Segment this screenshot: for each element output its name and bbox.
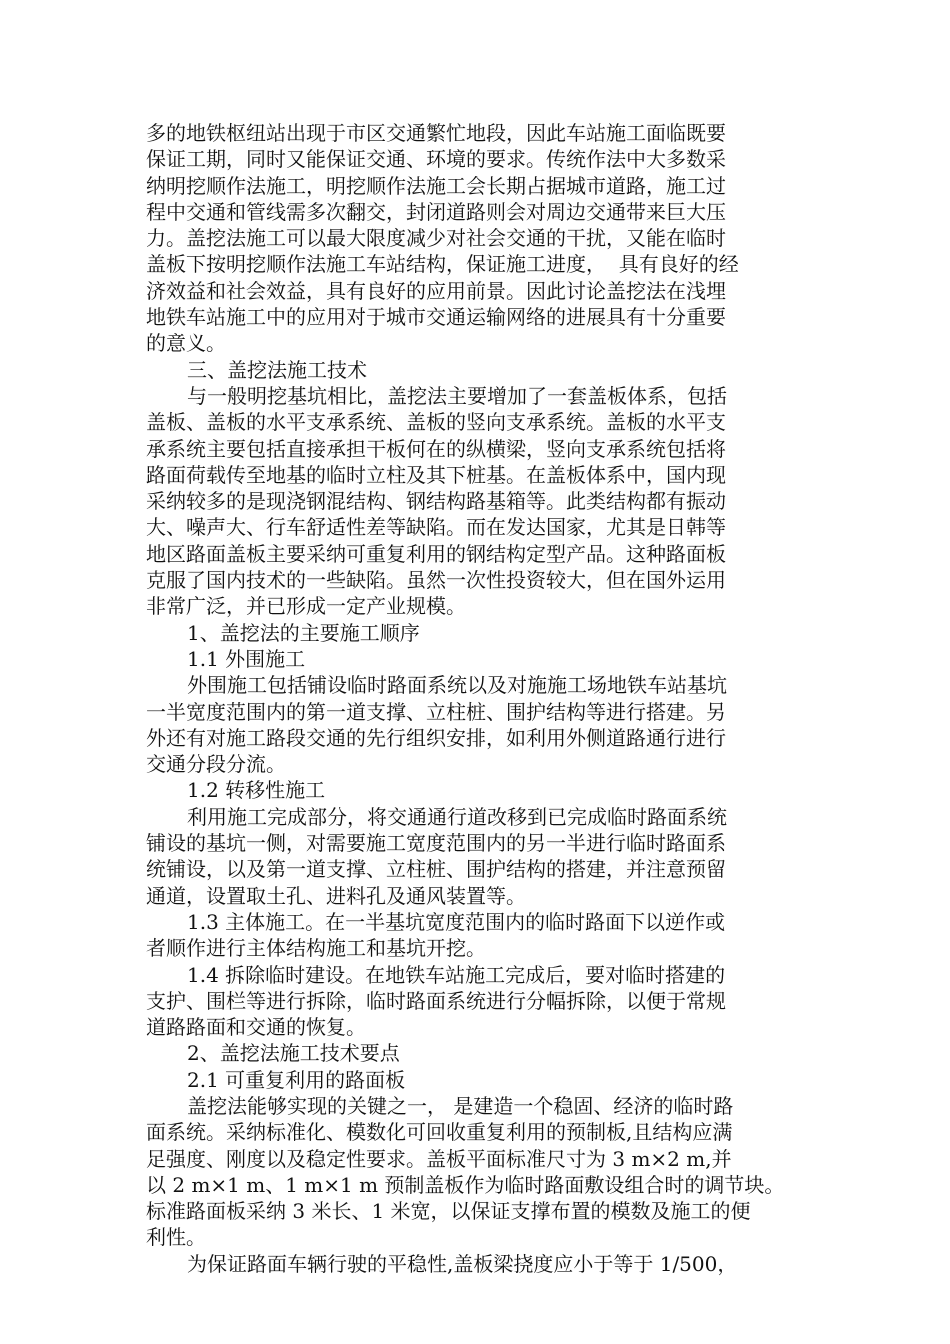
paragraph-line: 盖板下按明挖顺作法施工车站结构，保证施工进度， 具有良好的经 (146, 252, 739, 277)
section-heading: 1.2 转移性施工 (187, 778, 326, 803)
paragraph-line: 纳明挖顺作法施工，明挖顺作法施工会长期占据城市道路，施工过 (146, 173, 726, 198)
paragraph-line: 通道，设置取土孔、进料孔及通风装置等。 (146, 883, 526, 908)
paragraph-line: 大、噪声大、行车舒适性差等缺陷。而在发达国家，尤其是日韩等 (146, 515, 726, 540)
paragraph-line: 以 2 m×1 m、1 m×1 m 预制盖板作为临时路面敷设组合时的调节块。 (146, 1172, 785, 1197)
paragraph-line: 地铁车站施工中的应用对于城市交通运输网络的进展具有十分重要 (146, 305, 726, 330)
paragraph-line: 盖挖法能够实现的关键之一， 是建造一个稳固、经济的临时路 (187, 1093, 734, 1118)
paragraph-line: 交通分段分流。 (146, 752, 286, 777)
paragraph-line: 地区路面盖板主要采纳可重复利用的钢结构定型产品。这种路面板 (146, 541, 726, 566)
paragraph-line: 多的地铁枢纽站出现于市区交通繁忙地段，因此车站施工面临既要 (146, 121, 726, 145)
paragraph-line: 为保证路面车辆行驶的平稳性,盖板梁挠度应小于等于 1/500， (187, 1251, 738, 1276)
section-heading: 2.1 可重复利用的路面板 (187, 1067, 406, 1092)
paragraph-line: 1.3 主体施工。在一半基坑宽度范围内的临时路面下以逆作或 (187, 909, 726, 934)
paragraph-line: 统铺设，以及第一道支撑、立柱桩、围护结构的搭建，并注意预留 (146, 857, 726, 882)
paragraph-line: 非常广泛，并已形成一定产业规模。 (146, 594, 466, 619)
paragraph-line: 采纳较多的是现浇钢混结构、钢结构路基箱等。此类结构都有振动 (146, 489, 726, 514)
section-heading: 1.1 外围施工 (187, 646, 306, 671)
document-page (146, 120, 806, 1277)
section-heading: 2、盖挖法施工技术要点 (187, 1041, 400, 1066)
paragraph-line: 的意义。 (146, 331, 226, 356)
paragraph-line: 标准路面板采纳 3 米长、1 米宽，以保证支撑布置的模数及施工的便 (146, 1199, 751, 1224)
paragraph-line: 盖板、盖板的水平支承系统、盖板的竖向支承系统。盖板的水平支 (146, 410, 726, 435)
paragraph-line: 铺设的基坑一侧，对需要施工宽度范围内的另一半进行临时路面系 (146, 831, 726, 856)
section-heading: 三、盖挖法施工技术 (187, 357, 367, 382)
paragraph-line: 济效益和社会效益，具有良好的应用前景。因此讨论盖挖法在浅埋 (146, 278, 726, 303)
paragraph-line: 保证工期，同时又能保证交通、环境的要求。传统作法中大多数采 (146, 147, 726, 172)
paragraph-line: 与一般明挖基坑相比，盖挖法主要增加了一套盖板体系，包括 (187, 383, 727, 408)
paragraph-line: 一半宽度范围内的第一道支撑、立柱桩、围护结构等进行搭建。另 (146, 699, 726, 724)
paragraph-line: 路面荷载传至地基的临时立柱及其下桩基。在盖板体系中，国内现 (146, 462, 726, 487)
paragraph-line: 外围施工包括铺设临时路面系统以及对施施工场地铁车站基坑 (187, 673, 727, 698)
paragraph-line: 道路路面和交通的恢复。 (146, 1015, 366, 1040)
paragraph-line: 足强度、刚度以及稳定性要求。盖板平面标准尺寸为 3 m×2 m,并 (146, 1146, 732, 1171)
paragraph-line: 者顺作进行主体结构施工和基坑开挖。 (146, 936, 486, 961)
paragraph-line: 面系统。采纳标准化、模数化可回收重复利用的预制板,且结构应满 (146, 1120, 733, 1145)
paragraph-line: 支护、围栏等进行拆除，临时路面系统进行分幅拆除，以便于常规 (146, 988, 726, 1013)
paragraph-line: 利性。 (146, 1225, 206, 1250)
paragraph-line: 程中交通和管线需多次翻交，封闭道路则会对周边交通带来巨大压 (146, 199, 726, 224)
paragraph-line: 利用施工完成部分，将交通通行道改移到已完成临时路面系统 (187, 804, 727, 829)
paragraph-line: 承系统主要包括直接承担干板何在的纵横梁，竖向支承系统包括将 (146, 436, 726, 461)
paragraph-line: 1.4 拆除临时建设。在地铁车站施工完成后，要对临时搭建的 (187, 962, 726, 987)
section-heading: 1、盖挖法的主要施工顺序 (187, 620, 420, 645)
paragraph-line: 克服了国内技术的一些缺陷。虽然一次性投资较大，但在国外运用 (146, 568, 726, 593)
paragraph-line: 力。盖挖法施工可以最大限度减少对社会交通的干扰，又能在临时 (146, 226, 726, 251)
paragraph-line: 外还有对施工路段交通的先行组织安排，如利用外侧道路通行进行 (146, 725, 726, 750)
